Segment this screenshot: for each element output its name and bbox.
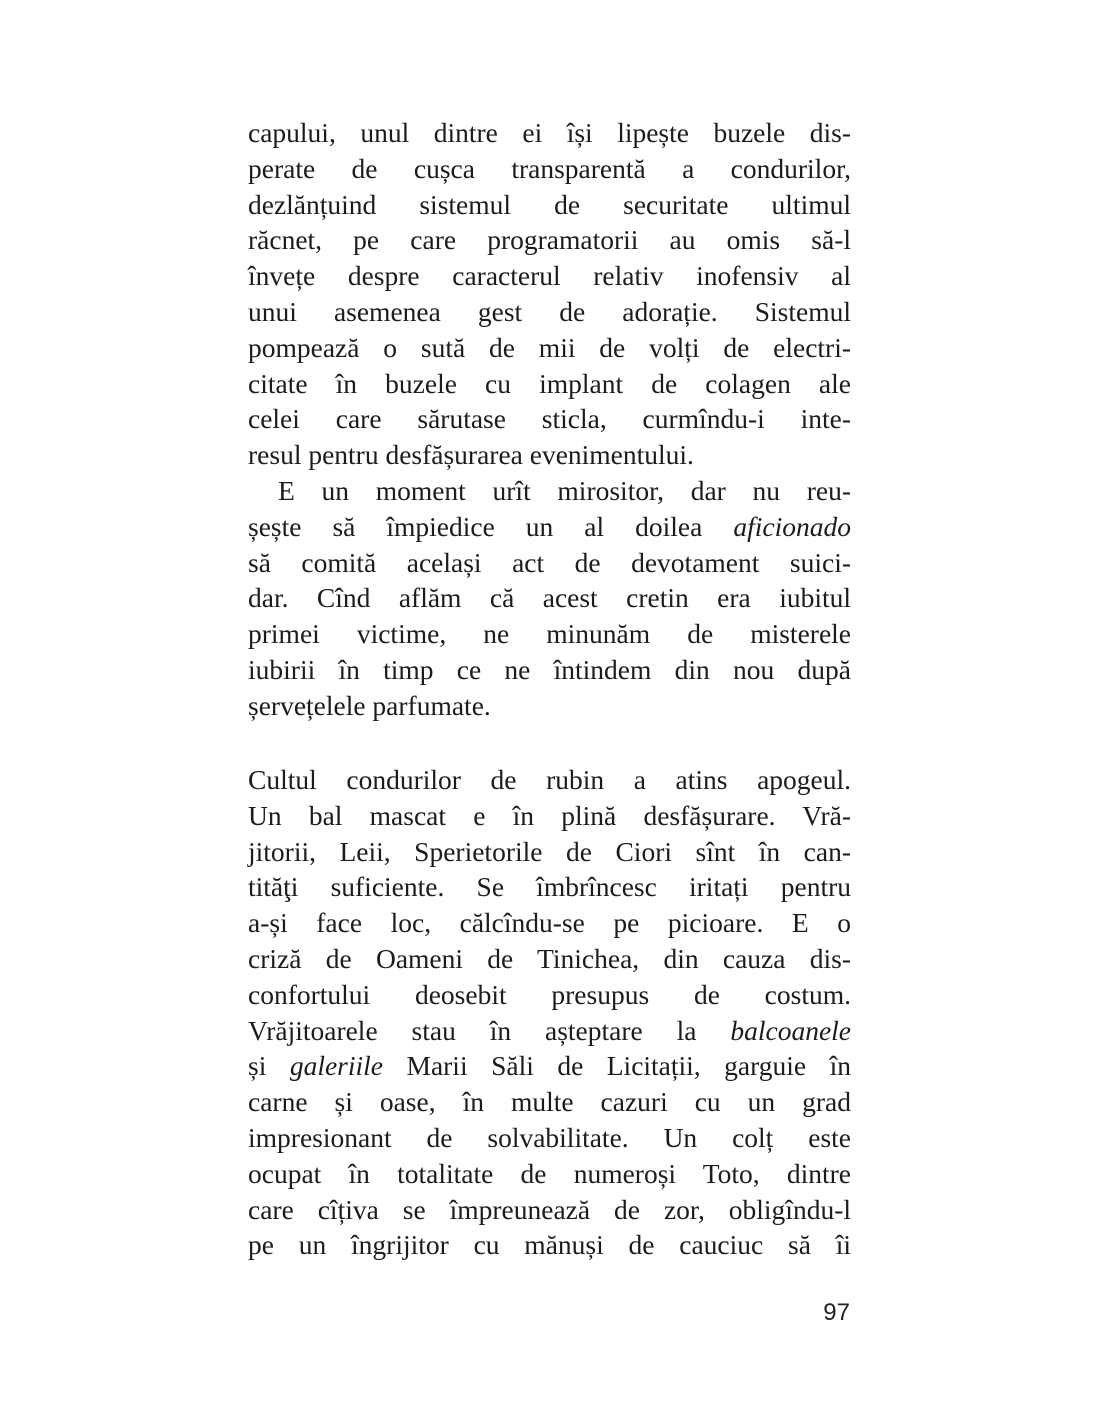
text-line (248, 1192, 851, 1228)
text-segment: impresionant de solvabilitate. Un colț este (248, 1121, 851, 1153)
text-line (248, 580, 851, 616)
text-line (248, 977, 851, 1013)
text-segment: tităţi suficiente. Se îmbrîncesc iritați pentru (248, 871, 851, 903)
text-line (248, 1156, 851, 1192)
italic-text: balcoanele (730, 1014, 851, 1046)
text-line (248, 652, 851, 688)
text-line (248, 473, 851, 509)
text-segment: șește să împiedice un al doilea (248, 510, 734, 542)
text-line (248, 1084, 851, 1120)
text-segment: resul pentru desfășurarea evenimentului. (248, 439, 694, 471)
text-segment: Cultul condurilor de rubin a atins apogeul. (248, 764, 851, 795)
text-segment: ocupat în totalitate de numeroși Toto, dintre (248, 1157, 851, 1189)
text-segment: să comită același act de devotament suici- (248, 546, 851, 578)
text-segment: criză de Oameni de Tinichea, din cauza dis- (248, 942, 851, 974)
text-line (248, 688, 851, 724)
text-line (248, 115, 851, 151)
page-number: 97 (823, 1299, 850, 1326)
text-segment: și (248, 1050, 290, 1082)
text-segment: pe un îngrijitor cu mănuși de cauciuc să îi (248, 1229, 851, 1261)
text-line (248, 437, 851, 473)
text-line (248, 509, 851, 545)
text-line (248, 222, 851, 258)
text-segment: Un bal mascat e în plină desfășurare. Vră- (248, 799, 851, 831)
text-segment: citate în buzele cu implant de colagen ale (248, 367, 851, 399)
text-segment: iubirii în timp ce ne întindem din nou după (248, 653, 851, 685)
text-line (248, 1013, 851, 1049)
text-segment: E un moment urît mirositor, dar nu reu- (278, 475, 851, 506)
text-segment: primei victime, ne minunăm de misterele (248, 618, 851, 650)
text-line (248, 1120, 851, 1156)
text-line (248, 762, 851, 798)
text-segment: Vrăjitoarele stau în așteptare la (248, 1014, 731, 1046)
text-line (248, 616, 851, 652)
text-line (248, 294, 851, 330)
text-segment: pompează o sută de mii de volți de electri- (248, 331, 851, 363)
text-line (248, 258, 851, 294)
paragraph-2 (248, 473, 851, 724)
text-line (248, 869, 851, 905)
text-segment: perate de cușca transparentă a condurilor, (248, 152, 851, 184)
text-line (248, 151, 851, 187)
text-segment: șervețelele parfumate. (248, 689, 491, 721)
paragraph-1 (248, 115, 851, 473)
text-segment: carne și oase, în multe cazuri cu un grad (248, 1086, 851, 1118)
text-segment: răcnet, pe care programatorii au omis să-l (248, 224, 851, 256)
text-segment: unui asemenea gest de adorație. Sistemul (248, 295, 851, 327)
text-segment: a-și face loc, călcîndu-se pe picioare. E o (248, 907, 851, 939)
text-segment: care cîțiva se împreunează de zor, obligîndu-l (248, 1193, 851, 1225)
text-segment: confortului deosebit presupus de costum. (248, 978, 851, 1010)
text-line (248, 401, 851, 437)
text-segment: dezlănțuind sistemul de securitate ultimul (248, 188, 851, 220)
text-line (248, 545, 851, 581)
paragraph-3 (248, 762, 851, 1263)
italic-text: aficionado (733, 510, 851, 542)
text-segment: capului, unul dintre ei își lipește buzele dis- (248, 117, 851, 148)
text-segment: celei care sărutase sticla, curmîndu-i inte- (248, 403, 851, 435)
text-line (248, 187, 851, 223)
text-segment: jitorii, Leii, Sperietorile de Ciori sînt în can- (248, 835, 851, 867)
text-line (248, 834, 851, 870)
text-line (248, 941, 851, 977)
text-segment: învețe despre caracterul relativ inofensiv al (248, 260, 851, 292)
text-segment: dar. Cînd aflăm că acest cretin era iubitul (248, 582, 851, 614)
text-line (248, 366, 851, 402)
text-line (248, 1048, 851, 1084)
text-line (248, 905, 851, 941)
italic-text: galeriile (289, 1050, 384, 1082)
text-line (248, 1227, 851, 1263)
text-segment: Marii Săli de Licitații, garguie în (383, 1050, 851, 1082)
text-line (248, 330, 851, 366)
text-line (248, 798, 851, 834)
